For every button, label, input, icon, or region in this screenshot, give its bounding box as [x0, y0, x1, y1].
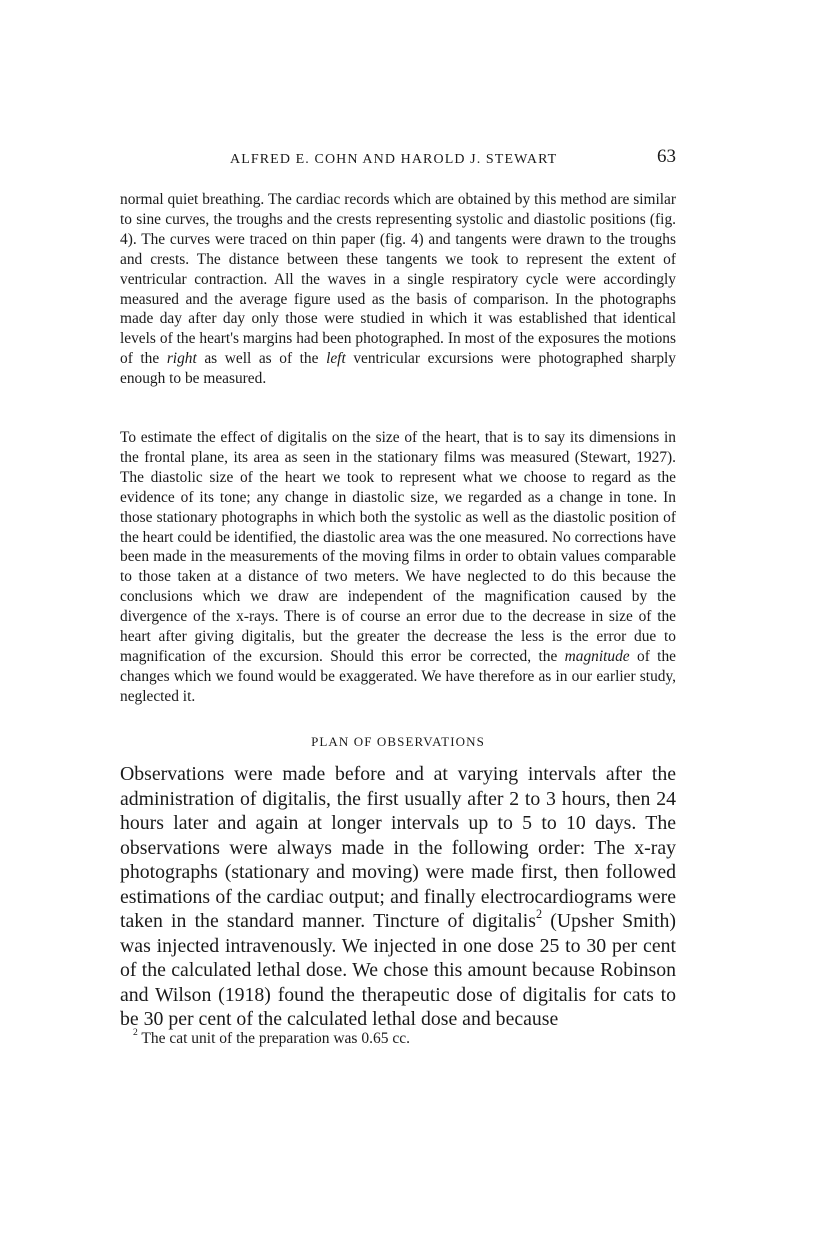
emphasis-magnitude: magnitude: [564, 647, 630, 665]
paragraph-text: To estimate the effect of digitalis on the size of the heart, that is to say its dimensions in the frontal plane, its area as seen in the stationary films was measured (Stewart, 1927). The diastolic size of the heart we took to represent what we choose to regard as the evidence of its tone; any change in diastolic size, we regarded as a change in tone. In those stationary photographs in which both the systolic as well as the diastolic position of the heart could be identified, the diastolic area was the one measured. No corrections have been made in the measurements of the moving films in order to obtain values comparable to those taken at a distance of two meters. We have neglected to do this because the conclusions which we draw are independent of the magnification caused by the divergence of the x-rays. There is of course an error due to the decrease in size of the heart after giving digitalis, but the greater the decrease the less is the error due to magnification of the excursion. Should this error be corrected, the: [120, 429, 676, 665]
page-header: [120, 146, 676, 174]
paragraph-text: as well as of the: [196, 350, 327, 368]
paragraph-text: normal quiet breathing. The cardiac records which are obtained by this method are similar to sine curves, the troughs and the crests representing systolic and diastolic positions (fig. 4). The curves were traced on thin paper (fig. 4) and tangents were drawn to the troughs and crests. The distance between these tangents we took to represent the extent of ventricular contraction. All the waves in a single respiratory cycle were accordingly measured and the average figure used as the basis of comparison. In the photographs made day after day only those were studied in which it was established that identical levels of the heart's margins had been photographed. In most of the exposures the motions of the: [120, 191, 676, 368]
footnote-reference[interactable]: 2: [535, 906, 543, 921]
emphasis-left: left: [326, 350, 346, 368]
emphasis-right: right: [166, 350, 197, 368]
running-head: ALFRED E. COHN AND HAROLD J. STEWART: [230, 152, 558, 167]
paragraph-text: of the changes which we found would be exaggerated. We have therefore as in our earlier study, neglected it.: [120, 647, 676, 705]
paragraph-text: (Upsher Smith) was injected intravenously. We injected in one dose 25 to 30 per cent of the calculated lethal dose. We chose this amount because Robinson and Wilson (1918) found the therapeutic dose of digitalis for cats to be 30 per cent of the calculated lethal dose and because: [120, 910, 676, 1030]
section-heading: PLAN OF OBSERVATIONS: [311, 734, 485, 749]
page-number: 63: [657, 146, 676, 167]
paragraph-digitalis-size: [120, 428, 676, 707]
paragraph-text: Observations were made before and at varying intervals after the administration of digitalis, the first usually after 2 to 3 hours, then 24 hours later and again at longer intervals up to 5 to 10 days. The observations were always made in the following order: The x-ray photographs (stationary and moving) were made first, then followed estimations of the cardiac output; and finally electrocardiograms were taken in the standard manner. Tincture of digitalis: [120, 763, 676, 932]
footnote: [133, 1027, 673, 1048]
paragraph-text: ventricular excursions were photographed sharply enough to be measured.: [120, 350, 676, 388]
footnote-text: The cat unit of the preparation was 0.65 cc.: [137, 1030, 410, 1047]
footnote-marker: 2: [133, 1027, 138, 1039]
paragraph-observations: [120, 762, 676, 1032]
paragraph-methods: [120, 190, 676, 389]
